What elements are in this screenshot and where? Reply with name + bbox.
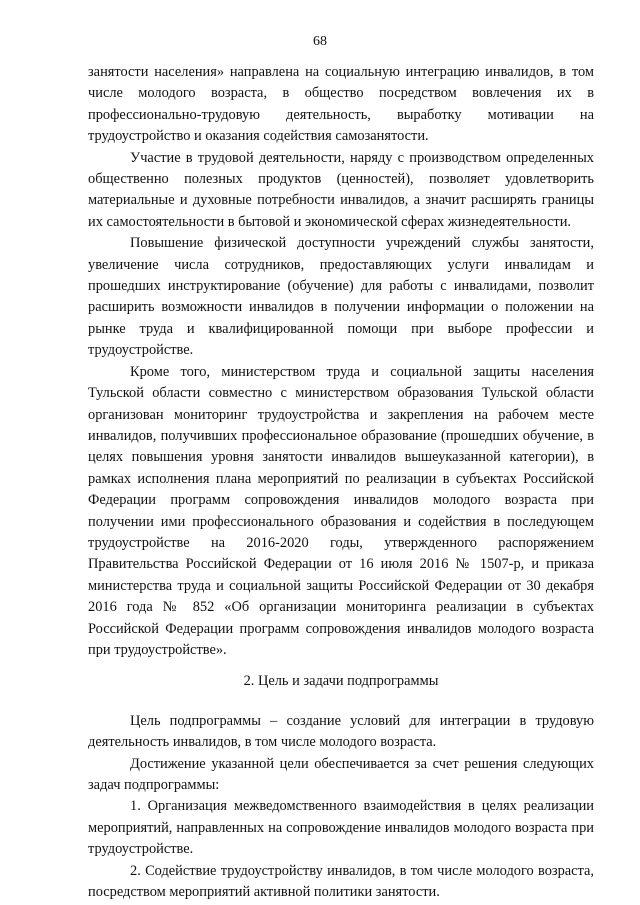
paragraph-continuation: занятости населения» направлена на социальную интеграцию инвалидов, в том числе молодого возраста, в общество посредством вовлечения их в профессионально-трудовую деятельность, выработку мотивации на трудоустройство и оказания содействия самозанятости. (88, 64, 594, 145)
page-number: 68 (313, 34, 327, 49)
paragraph-monitoring: Кроме того, министерством труда и социальной защиты населения Тульской области совместно с министерством образования Тульской области организован мониторинг трудоустройства и закрепления на рабочем месте инвалидов, получивших профессиональное образование (прошедших обучение, в целях повышения уровня занятости инвалидов вышеуказанной категории), в рамках исполнения плана мероприятий по реализации в субъектах Российской Федерации программ сопровождения инвалидов молодого возраста при получении ими профессионального образования и содействия в последующем трудоустройстве на 2016-2020 годы, утвержденного распоряжением Правительства Российской Федерации от 16 июля 2016 № 1507-р, и приказа министерства труда и социальной защиты Российской Федерации от 30 декабря 2016 года № 852 «Об организации мониторинга реализации в субъектах Российской Федерации программ сопровождения инвалидов молодого возраста при трудоустройстве». (88, 363, 594, 658)
list-item-task-1: 1. Организация межведомственного взаимодействия в целях реализации мероприятий, направленных на сопровождение инвалидов молодого возраста при трудоустройстве. (88, 798, 594, 858)
paragraph-physical-accessibility: Повышение физической доступности учреждений службы занятости, увеличение числа сотрудников, предоставляющих услуги инвалидам и прошедших инструктирование (обучение) для работы с инвалидами, позволит расширить возможности инвалидов в получении информации о положении на рынке труда и квалифицированной помощи при выборе профессии и трудоустройстве. (88, 235, 594, 359)
paragraph-labor-participation: Участие в трудовой деятельности, наряду с производством определенных общественно полезных продуктов (ценностей), позволяет удовлетворить материальные и духовные потребности инвалидов, а значит расширять границы их самостоятельности в бытовой и экономической сферах жизнедеятельности. (88, 149, 594, 230)
document-body (88, 62, 594, 903)
list-item-task-2: 2. Содействие трудоустройству инвалидов, в том числе молодого возраста, посредством мероприятий активной политики занятости. (88, 862, 594, 901)
paragraph-goal: Цель подпрограммы – создание условий для интеграции в трудовую деятельность инвалидов, в том числе молодого возраста. (88, 712, 594, 751)
paragraph-tasks-intro: Достижение указанной цели обеспечивается за счет решения следующих задач подпрограммы: (88, 755, 594, 793)
section-heading: 2. Цель и задачи подпрограммы (243, 673, 439, 690)
